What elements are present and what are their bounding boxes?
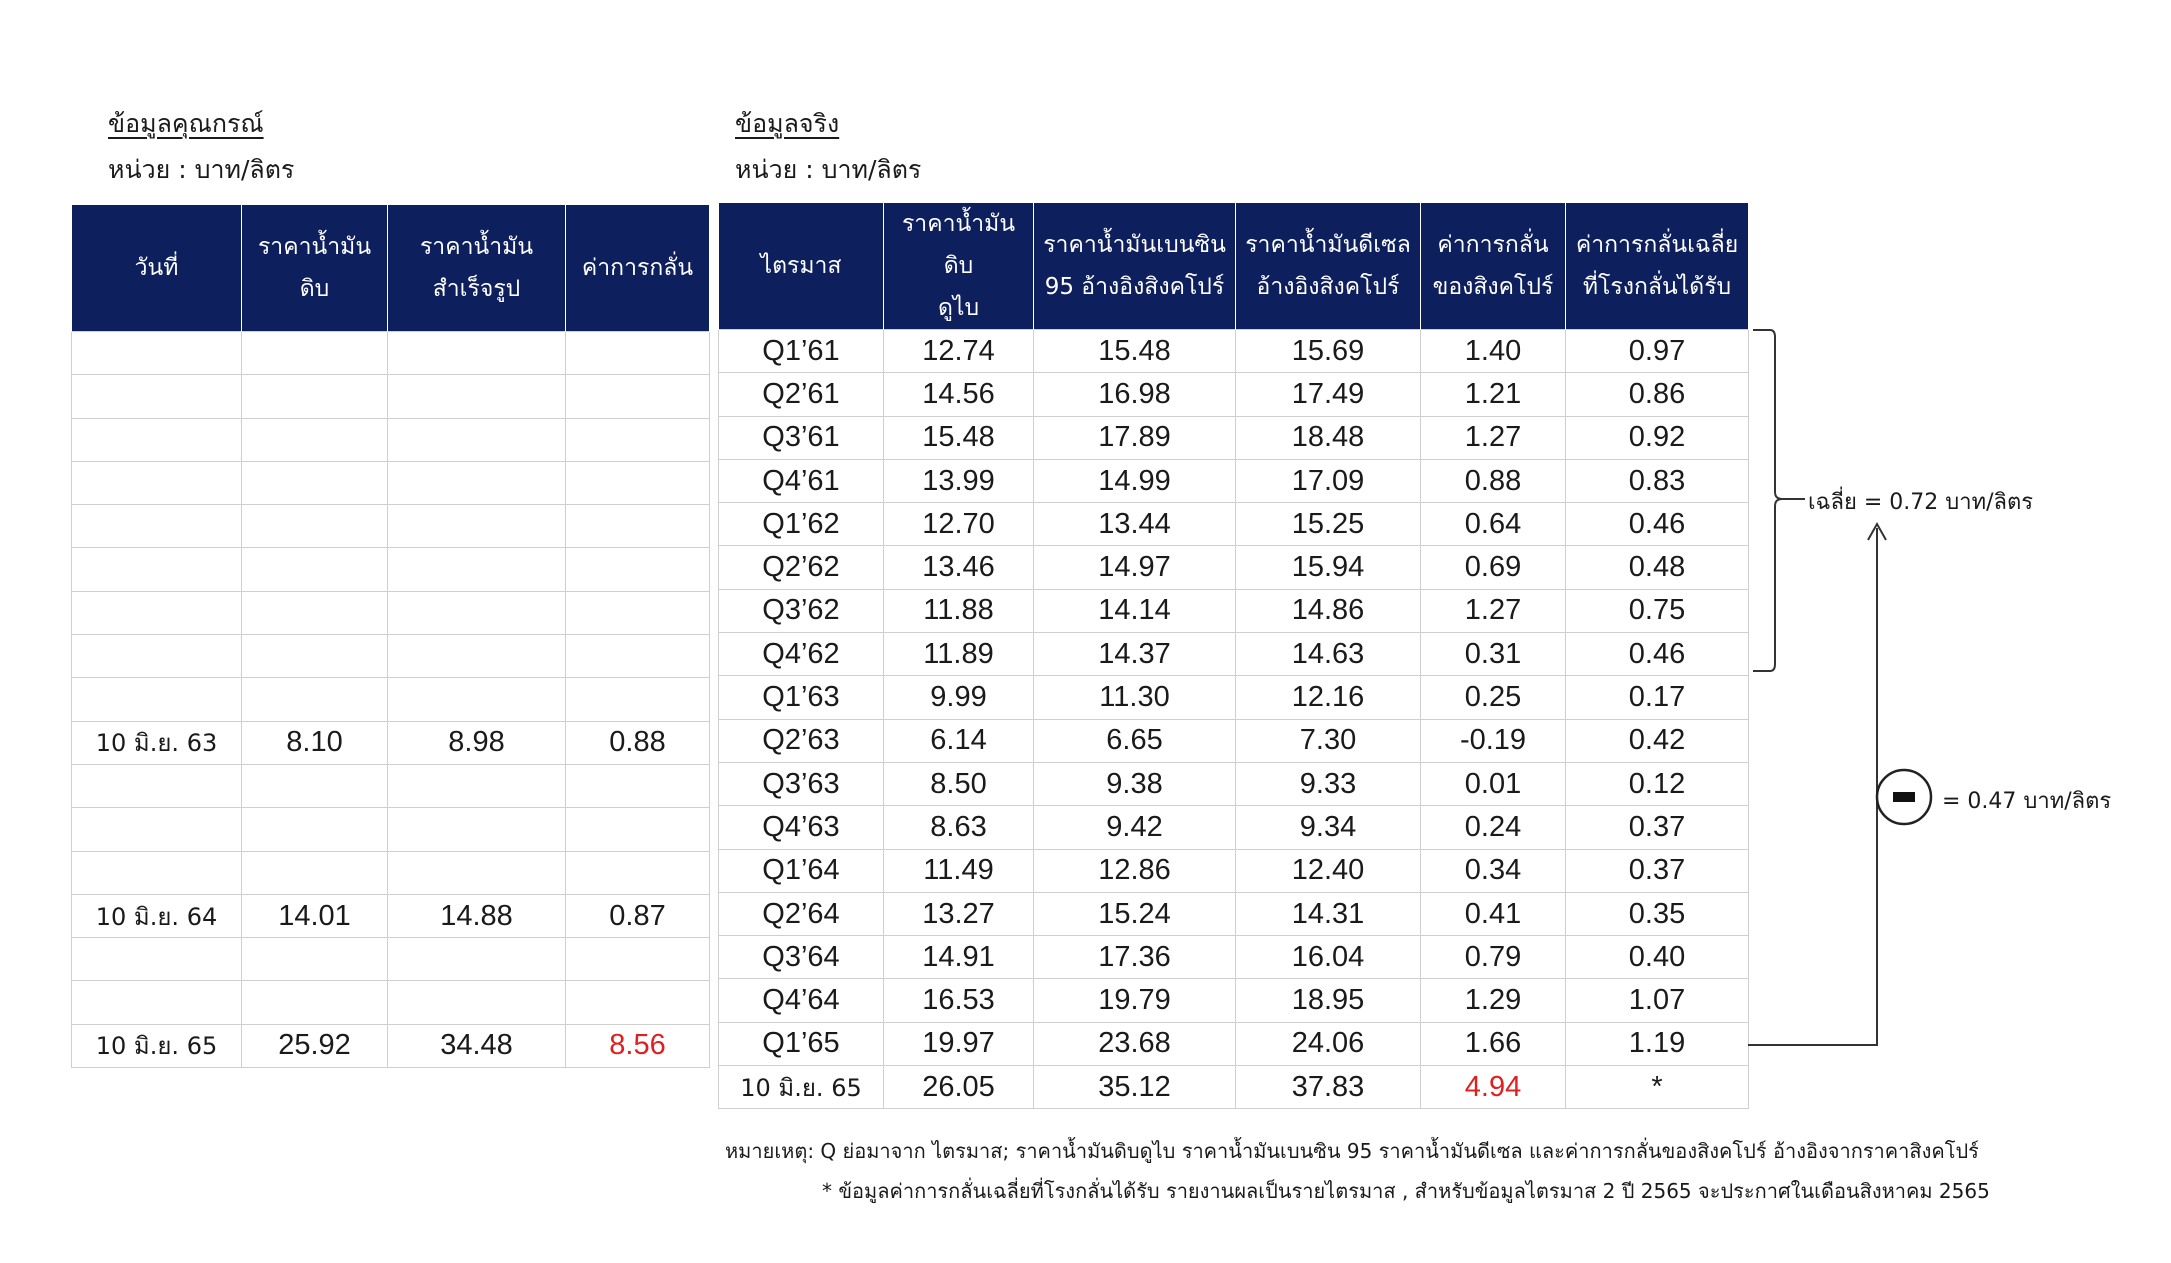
right-table-cell: 9.34 bbox=[1236, 806, 1421, 849]
right-table-cell: 13.99 bbox=[884, 459, 1034, 502]
right-table-cell: 14.31 bbox=[1236, 892, 1421, 935]
right-table-cell: 14.99 bbox=[1034, 459, 1236, 502]
right-table-cell: Q2’64 bbox=[719, 892, 884, 935]
right-table-cell: Q2’61 bbox=[719, 373, 884, 416]
right-table-cell: 18.48 bbox=[1236, 416, 1421, 459]
right-table-cell: 17.09 bbox=[1236, 459, 1421, 502]
right-table-cell: 14.37 bbox=[1034, 633, 1236, 676]
right-table-cell: Q2’62 bbox=[719, 546, 884, 589]
right-table-cell: 16.53 bbox=[884, 979, 1034, 1022]
right-table-cell: Q3’61 bbox=[719, 416, 884, 459]
right-table-cell: 16.04 bbox=[1236, 936, 1421, 979]
right-table-cell: 12.70 bbox=[884, 503, 1034, 546]
right-table-cell: Q1’63 bbox=[719, 676, 884, 719]
right-table-cell: Q3’64 bbox=[719, 936, 884, 979]
right-table-cell: 16.98 bbox=[1034, 373, 1236, 416]
right-column-header: ค่าการกลั่นเฉลี่ย ที่โรงกลั่นได้รับ bbox=[1566, 203, 1749, 330]
right-table-cell: 0.12 bbox=[1566, 762, 1749, 805]
right-table-cell: 17.36 bbox=[1034, 936, 1236, 979]
note-line-2: * ข้อมูลค่าการกลั่นเฉลี่ยที่โรงกลั่นได้รับ รายงานผลเป็นรายไตรมาส , สำหรับข้อมูลไตรมาส 2 ปี 2565 จะประกาศในเดือนสิงหาคม 2565 bbox=[822, 1179, 1990, 1203]
right-table-cell: 0.75 bbox=[1566, 589, 1749, 632]
right-table-cell: 15.48 bbox=[1034, 330, 1236, 373]
left-unit-label: หน่วย : บาท/ลิตร bbox=[108, 155, 295, 184]
right-table-cell: 26.05 bbox=[884, 1066, 1034, 1109]
right-table-cell: 37.83 bbox=[1236, 1066, 1421, 1109]
right-table-cell: Q1’65 bbox=[719, 1022, 884, 1065]
left-table-cell: 10 มิ.ย. 64 bbox=[72, 894, 242, 937]
note-line-1: หมายเหตุ: Q ย่อมาจาก ไตรมาส; ราคาน้ำมันดิบดูไบ ราคาน้ำมันเบนซิน 95 ราคาน้ำมันดีเซล และค่าการกลั่นของสิงคโปร์ อ้างอิงจากราคาสิงคโปร์ bbox=[725, 1139, 1979, 1163]
right-table-cell: -0.19 bbox=[1421, 719, 1566, 762]
left-column-header: ราคาน้ำมัน สำเร็จรูป bbox=[388, 205, 566, 332]
average-bracket-lower bbox=[1753, 499, 1789, 671]
right-table-cell: 0.40 bbox=[1566, 936, 1749, 979]
difference-annotation: = 0.47 บาท/ลิตร bbox=[1942, 789, 2112, 814]
right-table-cell: 15.94 bbox=[1236, 546, 1421, 589]
right-table-cell: 11.49 bbox=[884, 849, 1034, 892]
right-table-cell: 17.89 bbox=[1034, 416, 1236, 459]
left-table-cell: 10 มิ.ย. 65 bbox=[72, 1024, 242, 1067]
right-table-cell: 24.06 bbox=[1236, 1022, 1421, 1065]
left-table-cell: 8.10 bbox=[242, 721, 388, 764]
left-table-cell: 0.87 bbox=[566, 894, 710, 937]
right-table-cell: Q1’61 bbox=[719, 330, 884, 373]
right-table-cell: 0.48 bbox=[1566, 546, 1749, 589]
right-table-cell: 0.92 bbox=[1566, 416, 1749, 459]
right-table-cell: 15.25 bbox=[1236, 503, 1421, 546]
right-table-cell: 0.97 bbox=[1566, 330, 1749, 373]
right-table-cell: 8.63 bbox=[884, 806, 1034, 849]
right-table-cell: Q3’62 bbox=[719, 589, 884, 632]
right-table-cell: 1.66 bbox=[1421, 1022, 1566, 1065]
right-table-cell: Q3’63 bbox=[719, 762, 884, 805]
right-table-cell: 11.89 bbox=[884, 633, 1034, 676]
right-table-cell: 15.24 bbox=[1034, 892, 1236, 935]
right-table-cell: 18.95 bbox=[1236, 979, 1421, 1022]
right-table-cell: 6.14 bbox=[884, 719, 1034, 762]
right-table-cell: 14.86 bbox=[1236, 589, 1421, 632]
right-table-cell: 9.38 bbox=[1034, 762, 1236, 805]
right-table-cell: 23.68 bbox=[1034, 1022, 1236, 1065]
right-column-header: ค่าการกลั่น ของสิงคโปร์ bbox=[1421, 203, 1566, 330]
right-table-cell: 7.30 bbox=[1236, 719, 1421, 762]
right-table-cell: 1.07 bbox=[1566, 979, 1749, 1022]
right-table-cell: 11.88 bbox=[884, 589, 1034, 632]
right-table-cell: 0.46 bbox=[1566, 633, 1749, 676]
right-table-cell: 19.97 bbox=[884, 1022, 1034, 1065]
minus-sign bbox=[1893, 792, 1915, 802]
right-table-cell: 10 มิ.ย. 65 bbox=[719, 1066, 884, 1109]
right-table-cell: 9.42 bbox=[1034, 806, 1236, 849]
average-bracket bbox=[1753, 330, 1789, 499]
right-table-cell: 11.30 bbox=[1034, 676, 1236, 719]
right-table-cell: 12.16 bbox=[1236, 676, 1421, 719]
right-table-cell: Q4’61 bbox=[719, 459, 884, 502]
right-table-cell: 1.27 bbox=[1421, 416, 1566, 459]
right-table-cell: 15.48 bbox=[884, 416, 1034, 459]
left-column-header: ค่าการกลั่น bbox=[566, 205, 710, 332]
right-table-cell: 0.69 bbox=[1421, 546, 1566, 589]
right-table-cell: Q4’64 bbox=[719, 979, 884, 1022]
right-table-cell: 8.50 bbox=[884, 762, 1034, 805]
left-table-cell: 34.48 bbox=[388, 1024, 566, 1067]
right-table-cell: 0.46 bbox=[1566, 503, 1749, 546]
right-table-cell: 0.17 bbox=[1566, 676, 1749, 719]
left-table-cell: 14.01 bbox=[242, 894, 388, 937]
left-heading: ข้อมูลคุณกรณ์ bbox=[108, 109, 264, 138]
average-annotation: เฉลี่ย = 0.72 บาท/ลิตร bbox=[1808, 490, 2034, 515]
left-column-header: วันที่ bbox=[72, 205, 242, 332]
right-table-cell: 17.49 bbox=[1236, 373, 1421, 416]
right-table-cell: 0.35 bbox=[1566, 892, 1749, 935]
right-table-cell: 4.94 bbox=[1421, 1066, 1566, 1109]
right-table-cell: 0.31 bbox=[1421, 633, 1566, 676]
left-table-cell: 14.88 bbox=[388, 894, 566, 937]
right-table-cell: 0.24 bbox=[1421, 806, 1566, 849]
right-table-cell: 6.65 bbox=[1034, 719, 1236, 762]
right-table-cell: 0.37 bbox=[1566, 849, 1749, 892]
right-table-cell: 1.27 bbox=[1421, 589, 1566, 632]
right-table-cell: 0.25 bbox=[1421, 676, 1566, 719]
left-table-cell: 25.92 bbox=[242, 1024, 388, 1067]
right-table-cell: 13.46 bbox=[884, 546, 1034, 589]
right-table-cell: 19.79 bbox=[1034, 979, 1236, 1022]
right-table-cell: 14.63 bbox=[1236, 633, 1421, 676]
left-table-cell: 8.56 bbox=[566, 1024, 710, 1067]
left-table-cell: 10 มิ.ย. 63 bbox=[72, 721, 242, 764]
right-table-cell: 0.88 bbox=[1421, 459, 1566, 502]
right-table-cell: 14.91 bbox=[884, 936, 1034, 979]
right-table-cell: 15.69 bbox=[1236, 330, 1421, 373]
right-table-cell: 9.33 bbox=[1236, 762, 1421, 805]
right-column-header: ไตรมาส bbox=[719, 203, 884, 330]
right-table-cell: 0.41 bbox=[1421, 892, 1566, 935]
right-table-cell: 14.97 bbox=[1034, 546, 1236, 589]
right-table-cell: 14.56 bbox=[884, 373, 1034, 416]
right-table-cell: 0.37 bbox=[1566, 806, 1749, 849]
left-table-cell: 0.88 bbox=[566, 721, 710, 764]
right-table-cell: 14.14 bbox=[1034, 589, 1236, 632]
right-table-cell: 1.29 bbox=[1421, 979, 1566, 1022]
right-table-cell: 0.42 bbox=[1566, 719, 1749, 762]
right-column-header: ราคาน้ำมันดีเซล อ้างอิงสิงคโปร์ bbox=[1236, 203, 1421, 330]
right-table-cell: 13.27 bbox=[884, 892, 1034, 935]
right-table-cell: Q1’64 bbox=[719, 849, 884, 892]
right-table-cell: 12.40 bbox=[1236, 849, 1421, 892]
right-column-header: ราคาน้ำมันดิบ ดูไบ bbox=[884, 203, 1034, 330]
right-table-cell: * bbox=[1566, 1066, 1749, 1109]
right-table-cell: 1.40 bbox=[1421, 330, 1566, 373]
right-table-cell: Q1’62 bbox=[719, 503, 884, 546]
right-table-cell: 12.74 bbox=[884, 330, 1034, 373]
right-table-cell: 0.64 bbox=[1421, 503, 1566, 546]
right-column-header: ราคาน้ำมันเบนซิน 95 อ้างอิงสิงคโปร์ bbox=[1034, 203, 1236, 330]
right-table-cell: 1.19 bbox=[1566, 1022, 1749, 1065]
right-table-cell: Q2’63 bbox=[719, 719, 884, 762]
difference-arrow-line bbox=[1748, 528, 1877, 1045]
right-table-cell: 13.44 bbox=[1034, 503, 1236, 546]
right-table-cell: 35.12 bbox=[1034, 1066, 1236, 1109]
left-column-header: ราคาน้ำมันดิบ bbox=[242, 205, 388, 332]
right-unit-label: หน่วย : บาท/ลิตร bbox=[735, 155, 922, 184]
right-table-cell: 12.86 bbox=[1034, 849, 1236, 892]
right-table-cell: 0.83 bbox=[1566, 459, 1749, 502]
right-table-cell: Q4’62 bbox=[719, 633, 884, 676]
right-table-cell: 9.99 bbox=[884, 676, 1034, 719]
right-table-cell: 0.79 bbox=[1421, 936, 1566, 979]
right-table-cell: 1.21 bbox=[1421, 373, 1566, 416]
right-heading: ข้อมูลจริง bbox=[735, 109, 840, 138]
right-table-cell: 0.86 bbox=[1566, 373, 1749, 416]
right-table-cell: 0.01 bbox=[1421, 762, 1566, 805]
left-table-cell: 8.98 bbox=[388, 721, 566, 764]
right-table-cell: 0.34 bbox=[1421, 849, 1566, 892]
right-table-cell: Q4’63 bbox=[719, 806, 884, 849]
